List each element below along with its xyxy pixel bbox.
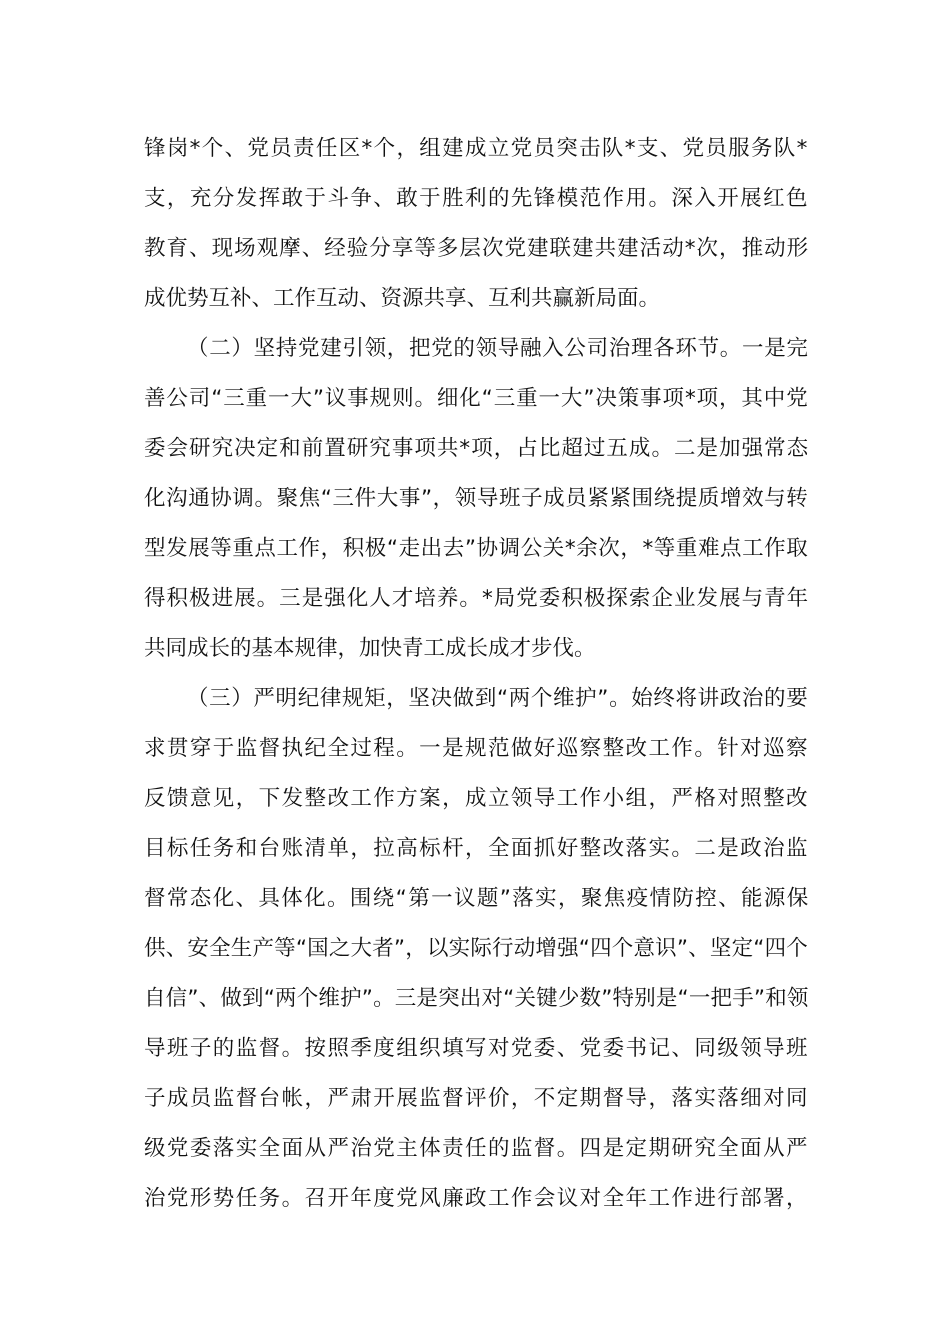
paragraph-2 <box>144 324 808 674</box>
paragraph-line: 目标任务和台账清单，拉高标杆，全面抓好整改落实。二是政治监 <box>144 836 809 861</box>
paragraph-line: （三）严明纪律规矩，坚决做到“两个维护”。始终将讲政治的要 <box>187 686 809 711</box>
paragraph-line: 反馈意见，下发整改工作方案，成立领导工作小组，严格对照整改 <box>144 786 809 811</box>
paragraph-line: （二）坚持党建引领，把党的领导融入公司治理各环节。一是完 <box>187 336 809 361</box>
paragraph-line: 成优势互补、工作互动、资源共享、互利共赢新局面。 <box>144 286 661 311</box>
paragraph-line: 自信”、做到“两个维护”。三是突出对“关键少数”特别是“一把手”和领 <box>144 986 809 1011</box>
paragraph-line: 供、安全生产等“国之大者”，以实际行动增强“四个意识”、坚定“四个 <box>144 936 808 961</box>
paragraph-line: 支，充分发挥敢于斗争、敢于胜利的先锋模范作用。深入开展红色 <box>144 186 809 211</box>
paragraph-line: 善公司“三重一大”议事规则。细化“三重一大”决策事项*项，其中党 <box>144 386 809 411</box>
paragraph-line: 督常态化、具体化。围绕“第一议题”落实，聚焦疫情防控、能源保 <box>144 886 810 911</box>
paragraph-1 <box>144 124 808 324</box>
paragraph-line: 子成员监督台帐，严肃开展监督评价，不定期督导，落实落细对同 <box>144 1086 809 1111</box>
paragraph-line: 治党形势任务。召开年度党风廉政工作会议对全年工作进行部署， <box>144 1186 809 1211</box>
paragraph-line: 教育、现场观摩、经验分享等多层次党建联建共建活动*次，推动形 <box>144 236 810 261</box>
paragraph-3 <box>144 674 808 1224</box>
paragraph-line: 型发展等重点工作，积极“走出去”协调公关*余次，*等重难点工作取 <box>144 536 809 561</box>
paragraph-line: 锋岗*个、党员责任区*个，组建成立党员突击队*支、党员服务队* <box>144 136 809 161</box>
paragraph-line: 委会研究决定和前置研究事项共*项，占比超过五成。二是加强常态 <box>144 436 810 461</box>
paragraph-line: 级党委落实全面从严治党主体责任的监督。四是定期研究全面从严 <box>144 1136 809 1161</box>
paragraph-line: 化沟通协调。聚焦“三件大事”，领导班子成员紧紧围绕提质增效与转 <box>144 486 809 511</box>
paragraph-line: 得积极进展。三是强化人才培养。*局党委积极探索企业发展与青年 <box>144 586 810 611</box>
paragraph-line: 导班子的监督。按照季度组织填写对党委、党委书记、同级领导班 <box>144 1036 809 1061</box>
document-body <box>144 124 808 1224</box>
paragraph-line: 共同成长的基本规律，加快青工成长成才步伐。 <box>144 636 596 661</box>
paragraph-line: 求贯穿于监督执纪全过程。一是规范做好巡察整改工作。针对巡察 <box>144 736 809 761</box>
